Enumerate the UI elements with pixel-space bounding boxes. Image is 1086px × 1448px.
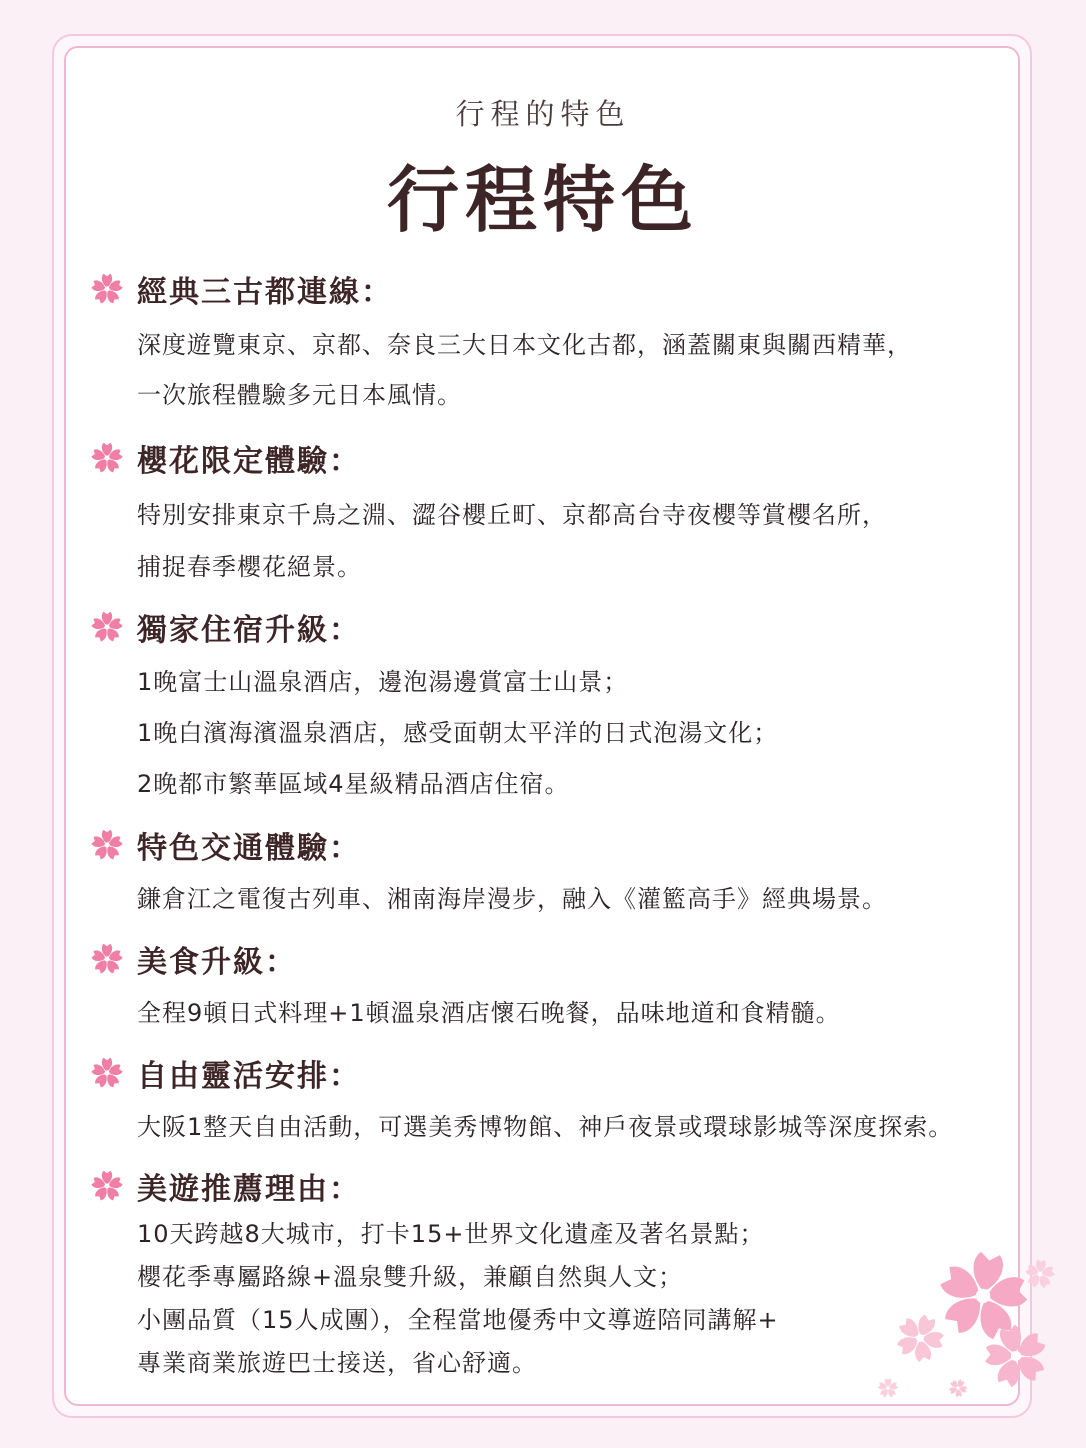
section-line: 特別安排東京千鳥之淵、澀谷櫻丘町、京都高台寺夜櫻等賞櫻名所， [137,501,887,529]
sakura-flower-icon [90,942,124,976]
sakura-flower-icon [90,272,124,306]
section-title: 美食升級： [137,945,297,980]
section-title: 經典三古都連線： [137,275,393,310]
section-line: 1晚富士山溫泉酒店，邊泡湯邊賞富士山景； [137,668,629,696]
section-heading [90,1163,970,1209]
section-line: 捕捉春季櫻花絕景。 [137,553,362,581]
sakura-flower-icon [90,441,124,475]
section-line: 一次旅程體驗多元日本風情。 [137,381,462,409]
section-title: 美遊推薦理由： [137,1172,361,1207]
section-heading [90,936,970,982]
sakura-flower-icon [90,828,124,862]
section-line: 專業商業旅遊巴士接送，省心舒適。 [137,1349,537,1377]
sakura-flower-icon [90,610,124,644]
section-title: 獨家住宿升級： [137,613,361,648]
page-subtitle: 行程的特色 [455,97,631,131]
sakura-flower-icon [90,1056,124,1090]
section-line: 鎌倉江之電復古列車、湘南海岸漫步，融入《灌籃高手》經典場景。 [137,885,887,913]
sakura-cluster-icon [858,1238,1058,1408]
section-line: 小團品質（15人成團），全程當地優秀中文導遊陪同講解+ [137,1306,779,1334]
section-line: 10天跨越8大城市，打卡15+世界文化遺產及著名景點； [137,1220,765,1248]
feature-section-transport [90,822,970,924]
page-title: 行程特色 [386,158,699,242]
sakura-flower-icon [90,1169,124,1203]
section-line: 全程9頓日式料理+1頓溫泉酒店懷石晚餐，品味地道和食精髓。 [137,999,841,1027]
feature-section-accommodation [90,604,970,810]
feature-section-reasons [90,1163,970,1385]
section-title: 特色交通體驗： [137,831,361,866]
feature-section-food [90,936,970,1038]
section-heading [90,1050,970,1096]
section-line: 大阪1整天自由活動，可選美秀博物館、神戶夜景或環球影城等深度探索。 [137,1113,954,1141]
section-heading [90,604,970,650]
section-title: 櫻花限定體驗： [137,444,361,479]
section-heading [90,435,970,481]
section-heading [90,822,970,868]
feature-section-sakura [90,435,970,593]
feature-section-free-time [90,1050,970,1152]
section-line: 1晚白濱海濱溫泉酒店，感受面朝太平洋的日式泡湯文化； [137,719,779,747]
section-line: 櫻花季專屬路線+溫泉雙升級，兼顧自然與人文； [137,1263,684,1291]
section-title: 自由靈活安排： [137,1059,361,1094]
section-heading [90,266,970,312]
feature-section-classic-capitals [90,266,970,420]
section-line: 深度遊覽東京、京都、奈良三大日本文化古都，涵蓋關東與關西精華， [137,331,912,359]
section-line: 2晚都市繁華區域4星級精品酒店住宿。 [137,770,570,798]
